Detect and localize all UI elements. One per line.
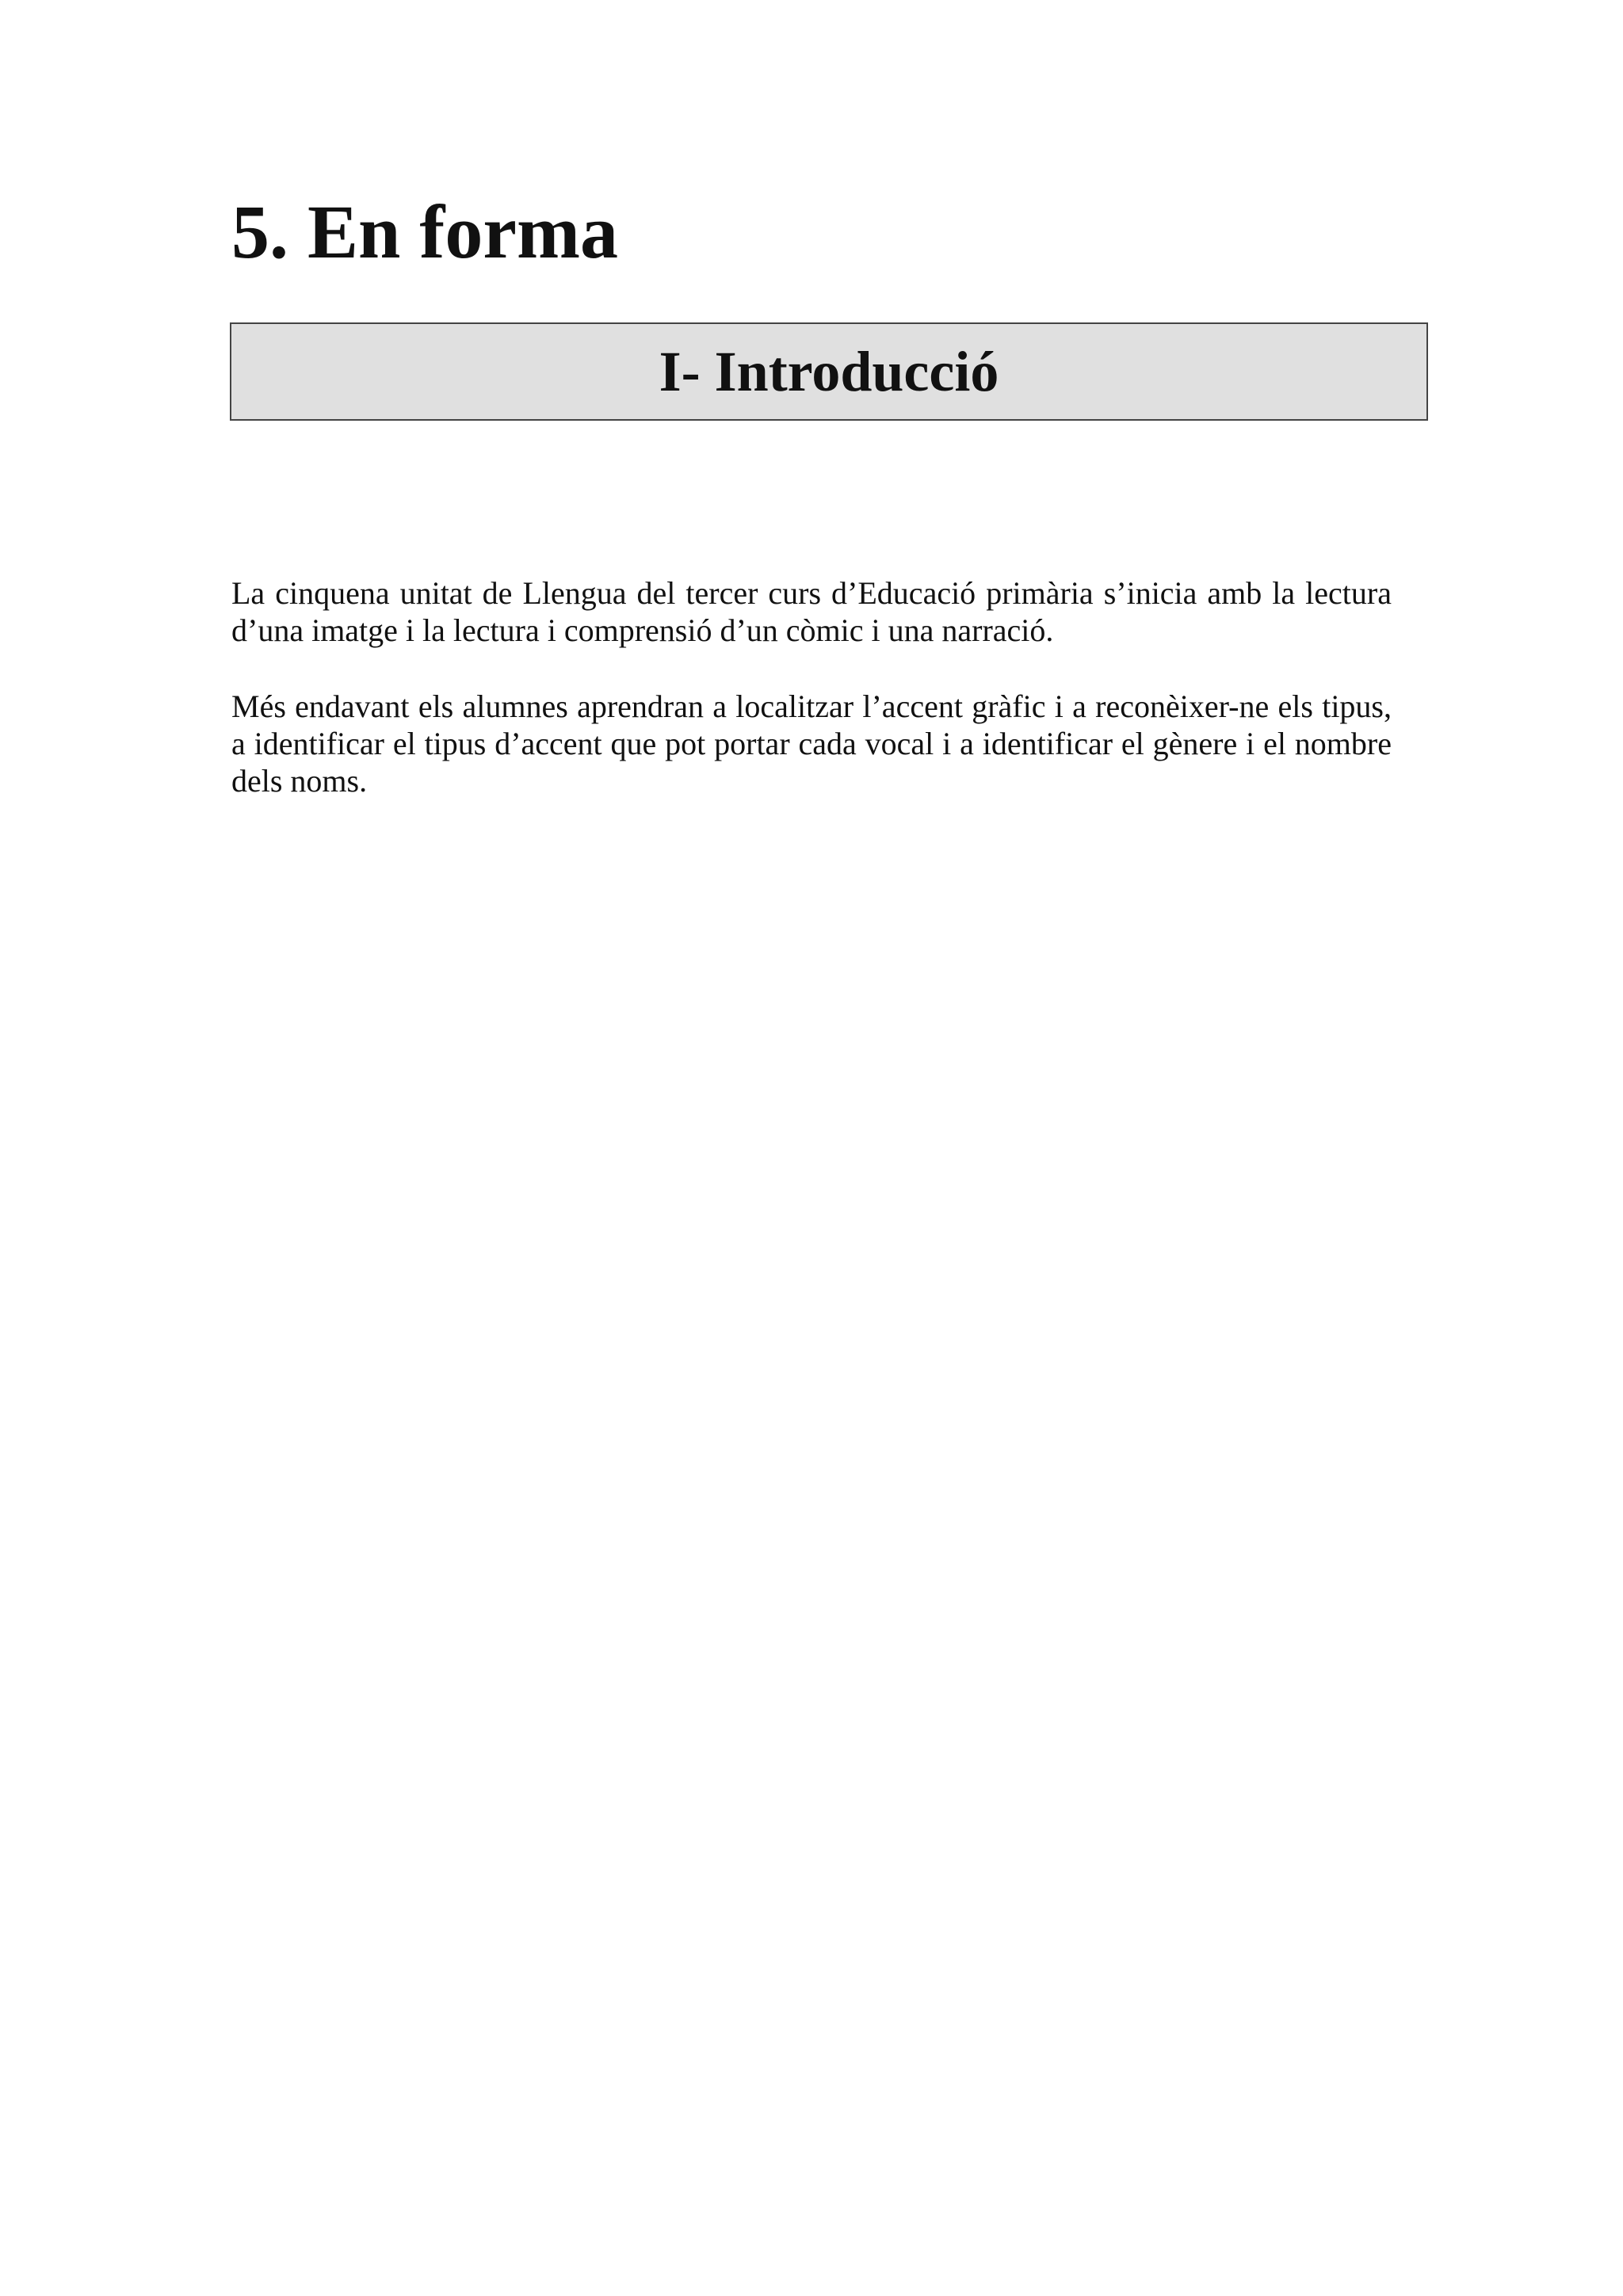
section-heading-box	[230, 322, 1428, 421]
section-title: I- Introducció	[659, 340, 999, 403]
intro-paragraph-2: Més endavant els alumnes aprendran a localitzar l’accent gràfic i a reconèixer-ne els tipus, a identificar el tipus d’accent que pot portar cada vocal i a identificar el gènere i el nombre dels noms.	[231, 688, 1392, 799]
intro-paragraph-1: La cinquena unitat de Llengua del tercer curs d’Educació primària s’inicia amb la lectura d’una imatge i la lectura i comprensió d’un còmic i una narració.	[231, 575, 1392, 648]
chapter-title: 5. En forma	[231, 189, 618, 274]
